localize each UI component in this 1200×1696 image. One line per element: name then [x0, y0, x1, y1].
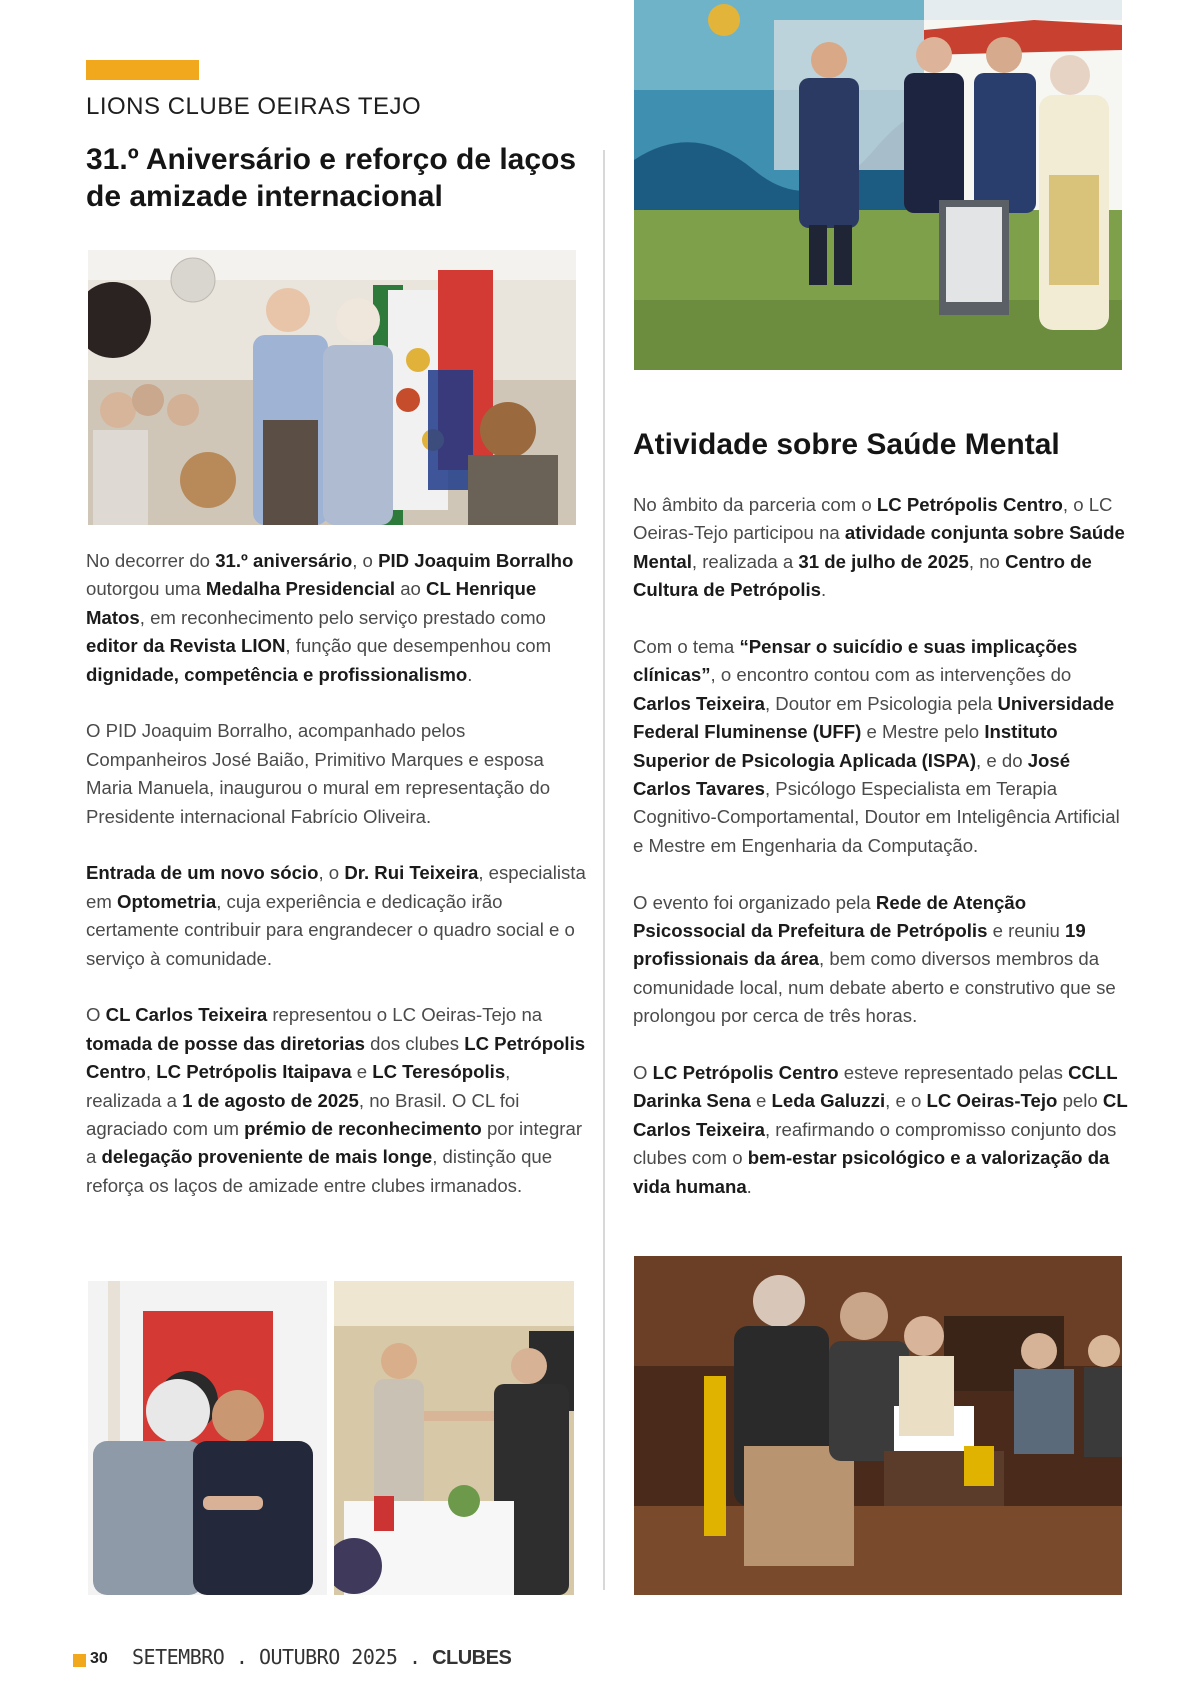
text-run: , Doutor em Psicologia pela: [764, 692, 998, 714]
right-column: [633, 491, 1133, 1230]
left-paragraph-1: [86, 547, 586, 689]
text-run: O: [86, 1004, 106, 1026]
emphasis: CL Carlos Teixeira: [105, 1004, 268, 1026]
footer-section: CLUBES: [432, 1647, 512, 1669]
text-run: , especialista em: [86, 862, 586, 912]
emphasis: LC Petrópolis Centro: [876, 494, 1063, 515]
text-run: e: [750, 1090, 772, 1112]
text-run: .: [746, 1175, 752, 1197]
emphasis: 19 profissionais da área: [633, 920, 1086, 970]
emphasis: CL Carlos Teixeira: [633, 1090, 1128, 1140]
text-run: O: [633, 1062, 653, 1084]
right-paragraph-1: [633, 491, 1133, 605]
text-run: pelo: [1057, 1090, 1103, 1112]
emphasis: Carlos Teixeira: [633, 692, 765, 714]
column-divider: [603, 150, 605, 1590]
emphasis: Instituto Superior de Psicologia Aplicada (ISPA): [633, 721, 1058, 771]
page-number: 30: [90, 1650, 108, 1667]
text-run: por integrar a: [86, 1118, 583, 1168]
emphasis: LC Oeiras-Tejo: [926, 1090, 1058, 1112]
photo-medal-ceremony: [88, 250, 576, 525]
text-run: .: [821, 579, 827, 601]
text-run: outorgou uma: [86, 578, 206, 600]
text-run: , no Brasil. O CL foi agraciado com um: [86, 1089, 520, 1140]
text-run: , cuja experiência e dedicação irão certamente contribuir para engrandecer o quadro social e o serviço à comunidade.: [86, 890, 575, 969]
left-column: [86, 547, 586, 1229]
text-run: , distinção que reforça os laços de amizade entre clubes irmanados.: [86, 1146, 553, 1196]
emphasis: PID Joaquim Borralho: [378, 550, 574, 571]
footer-issue-date: SETEMBRO . OUTUBRO 2025 .: [132, 1645, 433, 1669]
text-run: e Mestre pelo: [861, 721, 985, 743]
emphasis: Centro de Cultura de Petrópolis: [633, 550, 1092, 601]
text-run: dos clubes: [365, 1032, 465, 1054]
article-title: 31.º Aniversário e reforço de laços de amizade internacional: [86, 143, 577, 213]
emphasis: Medalha Presidencial: [205, 578, 396, 600]
text-run: , bem como diversos membros da comunidade local, num debate aberto e construtivo que se prolongou por cerca de três horas.: [633, 948, 1116, 1027]
emphasis: CL Henrique Matos: [86, 578, 537, 628]
emphasis: bem-estar psicológico e a valorização da vida humana: [633, 1147, 1110, 1197]
emphasis: LC Petrópolis Itaipava: [156, 1061, 352, 1083]
text-run: , e o: [885, 1090, 927, 1112]
text-run: , o: [352, 550, 379, 571]
text-run: .: [467, 663, 473, 685]
text-run: ,: [145, 1061, 157, 1083]
text-run: No âmbito da parceria com o: [633, 494, 877, 515]
text-run: , função que desempenhou com: [285, 635, 552, 657]
left-paragraph-4: [86, 1001, 586, 1200]
text-run: e reuniu: [987, 920, 1065, 942]
text-run: O evento foi organizado pela: [633, 891, 876, 913]
emphasis: 31.º aniversário: [215, 550, 353, 571]
photo-mural-inauguration: [634, 0, 1122, 370]
emphasis: Rede de Atenção Psicossocial da Prefeitura de Petrópolis: [633, 891, 1027, 942]
emphasis: delegação proveniente de mais longe: [101, 1146, 433, 1168]
emphasis: Optometria: [117, 890, 217, 912]
photo-award-handover: [334, 1281, 574, 1595]
emphasis: “Pensar o suicídio e suas implicações clínicas”: [633, 636, 1078, 686]
text-run: ao: [395, 578, 427, 600]
emphasis: LC Petrópolis Centro: [86, 1032, 586, 1083]
photo-debate-meeting: [634, 1256, 1122, 1595]
text-run: , realizada a: [86, 1061, 511, 1111]
right-paragraph-2: [633, 633, 1133, 860]
right-paragraph-4: [633, 1059, 1133, 1201]
text-run: , o LC Oeiras-Tejo participou na: [633, 494, 1113, 544]
text-run: , no: [968, 550, 1006, 572]
accent-bar: [86, 60, 199, 80]
emphasis: atividade conjunta sobre Saúde Mental: [633, 522, 1125, 572]
text-run: O PID Joaquim Borralho, acompanhado pelos Companheiros José Baião, Primitivo Marques e esposa Maria Manuela, inaugurou o mural em representação do Presidente internacional Fabrício Oliveira.: [86, 720, 551, 827]
text-run: , reafirmando o compromisso conjunto dos clubes com o: [633, 1118, 1117, 1169]
section-title-mental-health: Atividade sobre Saúde Mental: [633, 428, 1060, 461]
emphasis: José Carlos Tavares: [633, 749, 1071, 800]
text-run: , o encontro contou com as intervenções do: [710, 664, 1072, 686]
emphasis: dignidade, competência e profissionalismo: [86, 663, 468, 685]
text-run: representou o LC Oeiras-Tejo na: [267, 1004, 543, 1026]
club-name: LIONS CLUBE OEIRAS TEJO: [86, 93, 422, 120]
left-paragraph-3: [86, 859, 586, 973]
text-run: , o: [318, 862, 345, 884]
emphasis: prémio de reconhecimento: [244, 1118, 482, 1140]
emphasis: Dr. Rui Teixeira: [344, 862, 479, 884]
emphasis: LC Petrópolis Centro: [652, 1062, 839, 1084]
left-paragraph-2: [86, 717, 586, 831]
text-run: esteve representado pelas: [838, 1062, 1069, 1084]
text-run: e: [351, 1061, 373, 1083]
text-run: , e do: [976, 749, 1028, 771]
emphasis: Leda Galuzzi: [771, 1090, 886, 1112]
right-paragraph-3: [633, 889, 1133, 1031]
emphasis: 1 de agosto de 2025: [182, 1089, 359, 1111]
emphasis: LC Teresópolis: [372, 1061, 506, 1083]
emphasis: 31 de julho de 2025: [798, 550, 969, 572]
footer-marker: [73, 1654, 86, 1667]
emphasis: Universidade Federal Fluminense (UFF): [633, 692, 1115, 743]
text-run: , realizada a: [691, 550, 799, 572]
text-run: , Psicólogo Especialista em Terapia Cognitivo-Comportamental, Doutor em Inteligência Artificial e Mestre em Engenharia da Computação.: [633, 778, 1120, 856]
text-run: Com o tema: [633, 636, 740, 658]
text-run: No decorrer do: [86, 550, 216, 571]
emphasis: tomada de posse das diretorias: [86, 1032, 365, 1054]
photo-new-member: [88, 1281, 327, 1595]
emphasis: Entrada de um novo sócio: [86, 862, 319, 884]
footer-issue: [132, 1645, 511, 1670]
emphasis: CCLL Darinka Sena: [633, 1062, 1118, 1112]
emphasis: editor da Revista LION: [86, 635, 286, 657]
text-run: , em reconhecimento pelo serviço prestado como: [139, 606, 546, 628]
